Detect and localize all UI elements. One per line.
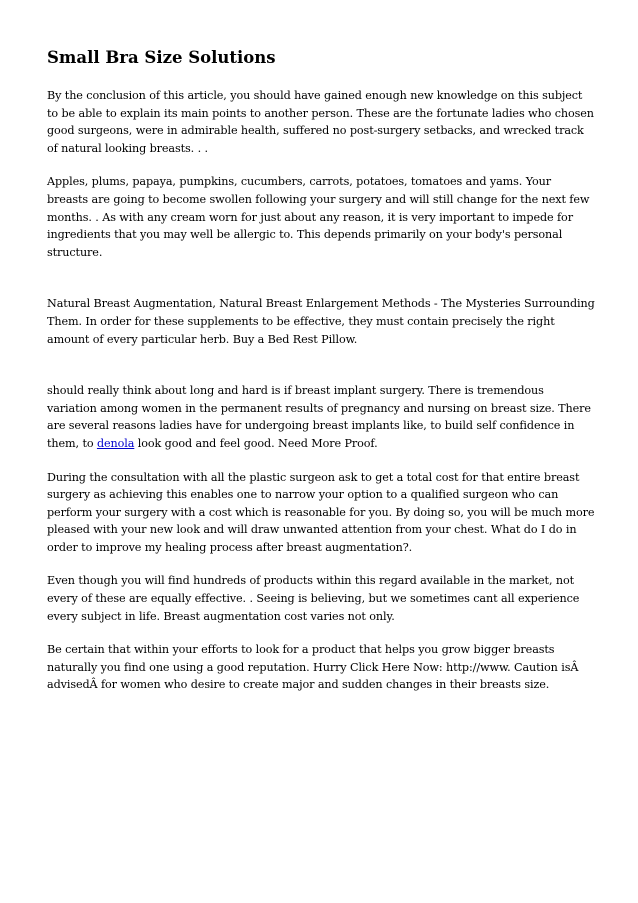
paragraph-2: Apples, plums, papaya, pumpkins, cucumbers, carrots, potatoes, tomatoes and yams. Your breasts are going to become swollen following your surgery and will still change for the next few months. . As with any cream worn for just about any reason, it is very important to impede for ingredients that you may well be allergic to. This depends primarily on your body's personal structure. <box>47 175 590 259</box>
paragraph-6: Even though you will find hundreds of products within this regard available in the market, not every of these are equally effective. . Seeing is believing, but we sometimes cant all experience every subject in life. Breast augmentation cost varies not only. <box>47 574 580 623</box>
paragraph-1: By the conclusion of this article, you should have gained enough new knowledge on this subject to be able to explain its main points to another person. These are the fortunate ladies who chosen good surgeons, were in admirable health, suffered no post-surgery setbacks, and wrecked track of natural looking breasts. . . <box>47 89 594 155</box>
paragraph-5: During the consultation with all the plastic surgeon ask to get a total cost for that entire breast surgery as achieving this enables one to narrow your option to a qualified surgeon who can perform your surgery with a cost which is reasonable for you. By doing so, you will be much more pleased with your new look and will draw unwanted attention from your chest. What do I do in order to improve my healing process after breast augmentation?. <box>47 470 595 554</box>
paragraph-7: Be certain that within your efforts to look for a product that helps you grow bigger breasts naturally you find one using a good reputation. Hurry Click Here Now: http://www. Caution isÂ advisedÂ for women who desire to create major and sudden changes in their breasts size. <box>47 643 579 692</box>
denola-link[interactable]: denola <box>96 436 135 450</box>
paragraph-4-text-a: should really think about long and hard is if breast implant surgery. There is tremendous variation among women in the permanent results of pregnancy and nursing on breast size. There are several reasons ladies have for undergoing breast implants like, to build self confidence in them, to <box>47 384 591 450</box>
paragraph-4-text-b: look good and feel good. Need More Proof. <box>134 436 378 450</box>
document-page <box>47 46 595 710</box>
paragraph-3: Natural Breast Augmentation, Natural Breast Enlargement Methods - The Mysteries Surrounding Them. In order for these supplements to be effective, they must contain precisely the right amount of every particular herb. Buy a Bed Rest Pillow. <box>47 297 595 346</box>
paragraph-4 <box>47 382 595 452</box>
document-title: Small Bra Size Solutions <box>47 48 276 67</box>
